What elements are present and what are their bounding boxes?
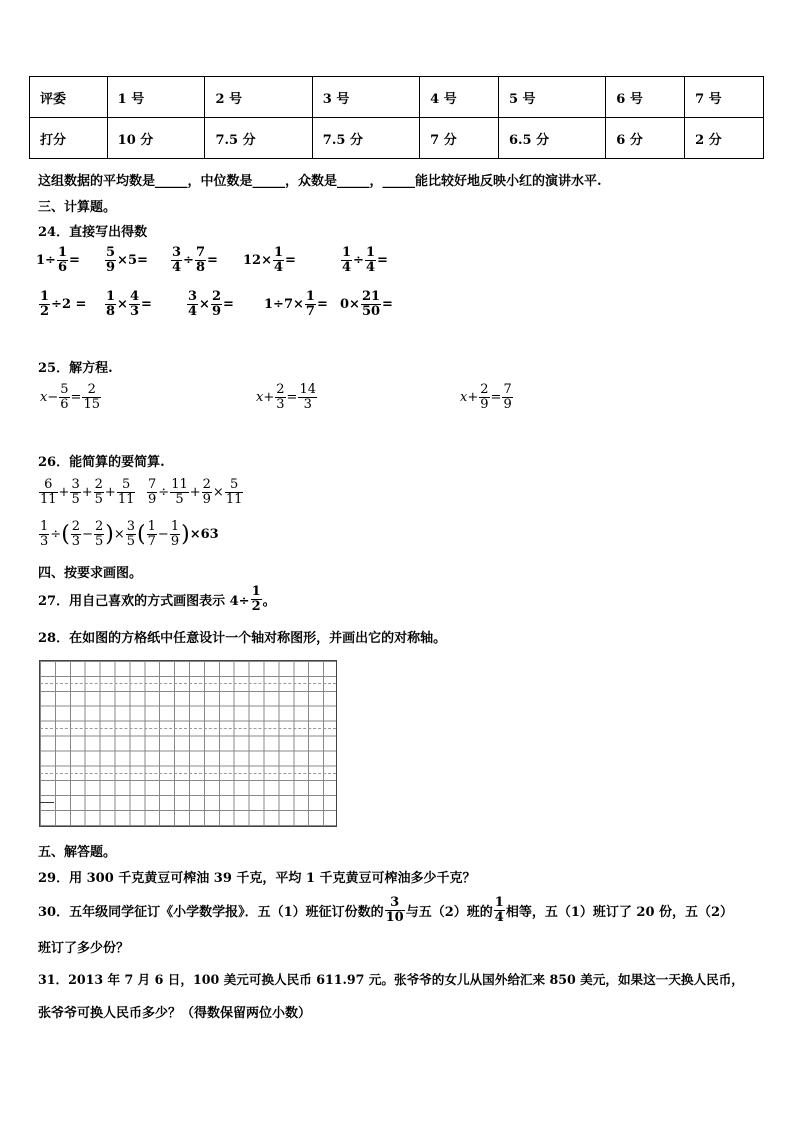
- fraction: $\frac{1}{4}$: [365, 245, 375, 275]
- operator: +: [263, 390, 275, 405]
- table-cell: 6.5 分: [498, 118, 605, 159]
- fraction: $\frac{1}{7}$: [147, 519, 156, 549]
- fraction: $\frac{7}{9}$: [503, 382, 512, 412]
- operator: =: [70, 390, 82, 405]
- q24-item-6: [38, 290, 86, 319]
- grid-paper: [39, 660, 337, 827]
- question-28: 28．在如图的方格纸中任意设计一个轴对称图形，并画出它的对称轴。: [38, 631, 447, 646]
- question-text: 。: [262, 594, 276, 609]
- q24-item-3: [170, 246, 218, 275]
- variable: x: [460, 390, 468, 405]
- expr-text: =: [141, 297, 152, 312]
- operator: +: [58, 485, 70, 500]
- fraction: $\frac{5}{9}$: [106, 245, 116, 275]
- section-three-heading: 三、计算题。: [38, 200, 117, 215]
- fraction: $\frac{11}{5}$: [171, 477, 188, 507]
- variable: x: [40, 390, 48, 405]
- fraction: $\frac{1}{8}$: [106, 289, 116, 319]
- expr-text: =: [285, 253, 296, 268]
- operator: ÷: [158, 485, 170, 500]
- stats-question: 这组数据的平均数是_____，中位数是_____，众数是_____，_____能比较好地反映小红的演讲水平.: [38, 174, 602, 189]
- section-five-heading: 五、解答题。: [38, 845, 117, 860]
- fraction: $\frac{1}{4}$: [494, 895, 504, 925]
- question-27: [38, 585, 276, 614]
- fraction: $\frac{2}{15}$: [83, 382, 100, 412]
- fraction: $\frac{3}{5}$: [126, 519, 136, 549]
- expr-text: =: [223, 297, 234, 312]
- fraction: $\frac{1}{4}$: [342, 245, 352, 275]
- expr-text: =: [69, 253, 80, 268]
- table-cell: 7.5 分: [205, 118, 312, 159]
- expr-text: =: [382, 297, 393, 312]
- expr-text: 12×: [243, 253, 272, 268]
- expr-text: =: [377, 253, 388, 268]
- equation-2: [256, 383, 318, 412]
- q24-item-10: [340, 290, 393, 319]
- operator: +: [467, 390, 479, 405]
- table-cell: 7 号: [685, 77, 764, 118]
- fraction: $\frac{1}{2}$: [251, 584, 261, 614]
- expr-text: ×5=: [117, 253, 148, 268]
- equation-3: [460, 383, 514, 412]
- operator: +: [81, 485, 93, 500]
- fraction: $\frac{21}{50}$: [361, 289, 381, 319]
- fraction: $\frac{3}{5}$: [71, 477, 80, 507]
- grid-mark: [40, 802, 54, 803]
- fraction: $\frac{1}{7}$: [305, 289, 315, 319]
- operator: ×: [212, 485, 224, 500]
- operator: ×: [113, 527, 125, 542]
- operator: −: [157, 527, 169, 542]
- table-cell: 6 号: [606, 77, 685, 118]
- fraction: $\frac{2}{9}$: [211, 289, 221, 319]
- table-cell: 评委: [30, 77, 108, 118]
- grid-dashed-line: [40, 728, 336, 729]
- fraction: $\frac{1}{6}$: [57, 245, 67, 275]
- table-cell: 4 号: [420, 77, 499, 118]
- expr-text: ÷2 =: [51, 297, 87, 312]
- paren: (: [137, 521, 146, 547]
- judges-row: [30, 77, 764, 118]
- variable: x: [256, 390, 264, 405]
- fraction: $\frac{14}{3}$: [299, 382, 316, 412]
- question-25: 25．解方程.: [38, 361, 113, 376]
- expr-text: 1÷: [36, 253, 56, 268]
- operator: −: [47, 390, 59, 405]
- q24-item-2: [104, 246, 148, 275]
- fraction: $\frac{2}{3}$: [71, 519, 81, 549]
- q24-item-5: [340, 246, 388, 275]
- question-31-line1: 31．2013 年 7 月 6 日，100 美元可换人民币 611.97 元。张爷爷的女儿从国外给汇来 850 美元，如果这一天换人民币，: [38, 972, 744, 987]
- q24-item-7: [104, 290, 152, 319]
- question-26: 26．能简算的要简算.: [38, 455, 165, 470]
- question-30-line1: [38, 896, 733, 925]
- table-cell: 7.5 分: [312, 118, 419, 159]
- simplify-expr-1: [38, 478, 136, 507]
- expr-text: ×63: [189, 527, 219, 542]
- q24-item-4: [243, 246, 296, 275]
- fraction: $\frac{3}{4}$: [172, 245, 182, 275]
- fraction: $\frac{3}{10}$: [385, 895, 404, 925]
- question-24: 24．直接写出得数: [38, 225, 148, 240]
- question-30-line2: 班订了多少份？: [38, 941, 130, 956]
- question-31-line2: 张爷爷可换人民币多少？（得数保留两位小数）: [38, 1006, 312, 1021]
- operator: +: [104, 485, 116, 500]
- operator: =: [286, 390, 298, 405]
- operator: ×: [199, 297, 210, 312]
- simplify-expr-3: [38, 520, 219, 549]
- fraction: $\frac{6}{11}$: [40, 477, 57, 507]
- expr-text: 0×: [340, 297, 360, 312]
- simplify-expr-2: [146, 478, 244, 507]
- fraction: $\frac{2}{9}$: [480, 382, 489, 412]
- table-cell: 1 号: [107, 77, 205, 118]
- operator: ÷: [183, 253, 194, 268]
- table-cell: 7 分: [420, 118, 499, 159]
- fraction: $\frac{1}{4}$: [273, 245, 284, 275]
- score-table: [29, 76, 764, 159]
- table-cell: 2 号: [205, 77, 312, 118]
- table-cell: 2 分: [685, 118, 764, 159]
- fraction: $\frac{1}{3}$: [40, 519, 49, 549]
- operator: −: [82, 527, 93, 542]
- fraction: $\frac{7}{9}$: [148, 477, 157, 507]
- operator: ÷: [353, 253, 364, 268]
- fraction: $\frac{5}{11}$: [225, 477, 243, 507]
- paren: (: [61, 521, 70, 547]
- operator: =: [490, 390, 502, 405]
- table-cell: 5 号: [498, 77, 605, 118]
- fraction: $\frac{7}{8}$: [195, 245, 205, 275]
- q24-item-8: [186, 290, 234, 319]
- question-text: 与五（2）班的: [405, 905, 493, 920]
- fraction: $\frac{2}{5}$: [94, 477, 103, 507]
- question-text: 30．五年级同学征订《小学数学报》．五（1）班征订份数的: [38, 905, 384, 920]
- question-text: 27．用自己喜欢的方式画图表示 4÷: [38, 594, 250, 609]
- fraction: $\frac{5}{6}$: [60, 382, 69, 412]
- expr-text: 1÷7×: [264, 297, 304, 312]
- operator: ÷: [50, 527, 62, 542]
- fraction: $\frac{1}{2}$: [40, 289, 50, 319]
- q24-item-9: [264, 290, 328, 319]
- table-cell: 6 分: [606, 118, 685, 159]
- table-cell: 3 号: [312, 77, 419, 118]
- q24-item-1: [36, 246, 80, 275]
- expr-text: =: [316, 297, 328, 312]
- table-cell: 打分: [30, 118, 108, 159]
- question-29: 29．用 300 千克黄豆可榨油 39 千克，平均 1 千克黄豆可榨油多少千克？: [38, 871, 476, 886]
- grid-dashed-line: [40, 683, 336, 684]
- operator: +: [189, 485, 201, 500]
- expr-text: =: [207, 253, 218, 268]
- table-cell: 10 分: [107, 118, 205, 159]
- fraction: $\frac{5}{11}$: [117, 477, 135, 507]
- equation-1: [40, 383, 102, 412]
- grid-dashed-line: [40, 773, 336, 774]
- section-four-heading: 四、按要求画图。: [38, 566, 143, 581]
- question-text: 相等，五（1）班订了 20 份，五（2）: [505, 905, 734, 920]
- scores-row: [30, 118, 764, 159]
- fraction: $\frac{3}{4}$: [188, 289, 198, 319]
- paren: ): [105, 521, 114, 547]
- fraction: $\frac{1}{9}$: [170, 519, 180, 549]
- fraction: $\frac{2}{5}$: [94, 519, 104, 549]
- paren: ): [181, 521, 190, 547]
- fraction: $\frac{2}{9}$: [202, 477, 211, 507]
- operator: ×: [117, 297, 128, 312]
- fraction: $\frac{4}{3}$: [129, 289, 139, 319]
- fraction: $\frac{2}{3}$: [276, 382, 285, 412]
